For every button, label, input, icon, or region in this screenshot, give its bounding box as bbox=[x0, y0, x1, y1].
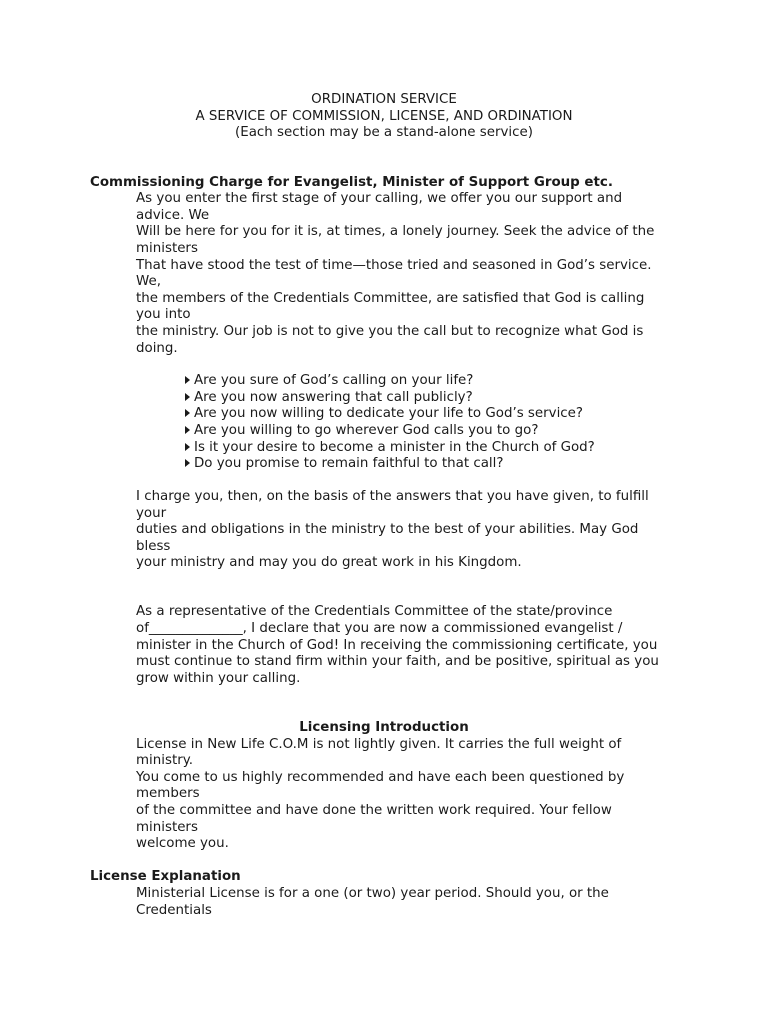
licensing-line: You come to us highly recommended and have each been questioned by bbox=[136, 770, 625, 785]
document-subtitle: A SERVICE OF COMMISSION, LICENSE, AND ORDINATION bbox=[195, 109, 573, 124]
question-item bbox=[185, 373, 473, 390]
question-item bbox=[185, 456, 503, 473]
charge-line: I charge you, then, on the basis of the answers that you have given, to fulfill bbox=[136, 489, 649, 504]
triangle-bullet-icon bbox=[185, 459, 190, 467]
charge-line: your bbox=[136, 506, 167, 521]
document-note: (Each section may be a stand-alone service) bbox=[235, 125, 533, 140]
triangle-bullet-icon bbox=[185, 393, 190, 401]
question-item bbox=[185, 440, 595, 457]
declaration-line: of______________, I declare that you are now a commissioned evangelist / bbox=[136, 621, 623, 636]
commissioning-intro-line: ministers bbox=[136, 241, 198, 256]
triangle-bullet-icon bbox=[185, 443, 190, 451]
commissioning-intro-line: We, bbox=[136, 274, 161, 289]
license-explanation-line: Ministerial License is for a one (or two) year period. Should you, or the bbox=[136, 886, 609, 901]
declaration-line: grow within your calling. bbox=[136, 671, 301, 686]
declaration-line: minister in the Church of God! In receiving the commissioning certificate, you bbox=[136, 638, 658, 653]
question-text: Are you willing to go wherever God calls you to go? bbox=[194, 423, 539, 438]
licensing-line: ministry. bbox=[136, 753, 193, 768]
commissioning-heading: Commissioning Charge for Evangelist, Minister of Support Group etc. bbox=[90, 175, 613, 190]
commissioning-intro-line: As you enter the first stage of your calling, we offer you our support and bbox=[136, 191, 623, 206]
commissioning-intro-line: advice. We bbox=[136, 208, 210, 223]
question-item bbox=[185, 390, 473, 407]
declaration-line: As a representative of the Credentials Committee of the state/province bbox=[136, 604, 613, 619]
question-text: Do you promise to remain faithful to that call? bbox=[194, 456, 504, 471]
question-item bbox=[185, 406, 583, 423]
license-explanation-line: Credentials bbox=[136, 903, 212, 918]
commissioning-intro-line: That have stood the test of time—those tried and seasoned in God’s service. bbox=[136, 258, 652, 273]
charge-line: duties and obligations in the ministry to the best of your abilities. May God bbox=[136, 522, 639, 537]
commissioning-intro-line: the ministry. Our job is not to give you the call but to recognize what God is bbox=[136, 324, 644, 339]
licensing-heading: Licensing Introduction bbox=[299, 720, 469, 735]
licensing-line: ministers bbox=[136, 820, 198, 835]
commissioning-intro-line: doing. bbox=[136, 341, 178, 356]
licensing-line: of the committee and have done the written work required. Your fellow bbox=[136, 803, 612, 818]
licensing-line: License in New Life C.O.M is not lightly given. It carries the full weight of bbox=[136, 737, 622, 752]
commissioning-intro-line: you into bbox=[136, 307, 191, 322]
triangle-bullet-icon bbox=[185, 426, 190, 434]
licensing-line: members bbox=[136, 786, 200, 801]
question-text: Are you sure of God’s calling on your life? bbox=[194, 373, 474, 388]
question-text: Is it your desire to become a minister in the Church of God? bbox=[194, 440, 595, 455]
license-explanation-heading: License Explanation bbox=[90, 869, 241, 884]
triangle-bullet-icon bbox=[185, 409, 190, 417]
declaration-line: must continue to stand firm within your faith, and be positive, spiritual as you bbox=[136, 654, 659, 669]
triangle-bullet-icon bbox=[185, 376, 190, 384]
question-item bbox=[185, 423, 538, 440]
question-text: Are you now answering that call publicly? bbox=[194, 390, 473, 405]
charge-line: your ministry and may you do great work in his Kingdom. bbox=[136, 555, 522, 570]
licensing-line: welcome you. bbox=[136, 836, 229, 851]
commissioning-intro-line: the members of the Credentials Committee, are satisfied that God is calling bbox=[136, 291, 645, 306]
question-text: Are you now willing to dedicate your life to God’s service? bbox=[194, 406, 584, 421]
document-title: ORDINATION SERVICE bbox=[311, 92, 457, 107]
commissioning-intro-line: Will be here for you for it is, at times, a lonely journey. Seek the advice of the bbox=[136, 224, 655, 239]
charge-line: bless bbox=[136, 539, 171, 554]
